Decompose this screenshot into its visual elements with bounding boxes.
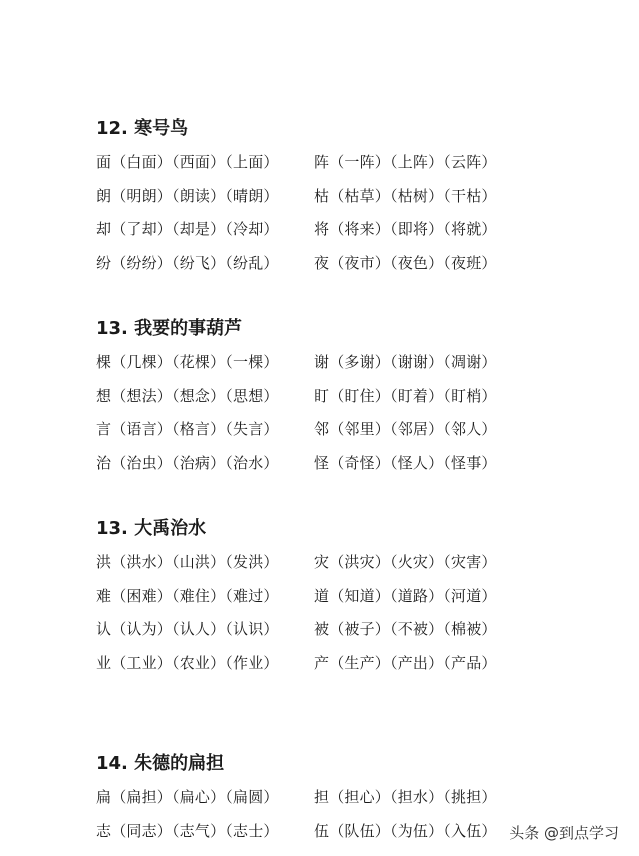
word-list bbox=[96, 351, 616, 485]
word-group: 谢（多谢）（谢谢）（凋谢） bbox=[314, 353, 497, 371]
word-group: 伍（队伍）（为伍）（入伍） bbox=[314, 821, 497, 840]
word-row bbox=[96, 652, 616, 686]
section-title: 12. 寒号鸟 bbox=[96, 118, 189, 139]
word-group: 洪（洪水）（山洪）（发洪） bbox=[96, 553, 279, 571]
word-group: 道（知道）（道路）（河道） bbox=[314, 586, 497, 605]
word-row bbox=[96, 786, 616, 820]
word-row bbox=[96, 151, 616, 185]
word-row bbox=[96, 618, 616, 652]
word-group: 枯（枯草）（枯树）（干枯） bbox=[314, 186, 497, 205]
word-group: 怪（奇怪）（怪人）（怪事） bbox=[314, 453, 497, 472]
word-group: 扁（扁担）（扁心）（扁圆） bbox=[96, 788, 279, 806]
word-row bbox=[96, 585, 616, 619]
word-group: 被（被子）（不被）（棉被） bbox=[314, 620, 497, 638]
word-group: 志（同志）（志气）（志士） bbox=[96, 821, 279, 840]
word-group: 盯（盯住）（盯着）（盯梢） bbox=[314, 386, 497, 405]
word-group: 产（生产）（产出）（产品） bbox=[314, 653, 497, 672]
word-group: 阵（一阵）（上阵）（云阵） bbox=[314, 153, 497, 171]
section-title: 13. 大禹治水 bbox=[96, 518, 207, 539]
section-2 bbox=[96, 317, 616, 485]
section-3 bbox=[96, 517, 616, 685]
section-title: 14. 朱德的扁担 bbox=[96, 753, 225, 774]
word-row bbox=[96, 418, 616, 452]
word-group: 却（了却）（却是）（冷却） bbox=[96, 220, 279, 238]
section-1 bbox=[96, 117, 616, 285]
word-row bbox=[96, 351, 616, 385]
word-group: 棵（几棵）（花棵）（一棵） bbox=[96, 353, 279, 371]
word-group: 朗（明朗）（朗读）（晴朗） bbox=[96, 186, 279, 205]
word-group: 灾（洪灾）（火灾）（灾害） bbox=[314, 553, 497, 571]
word-group: 纷（纷纷）（纷飞）（纷乱） bbox=[96, 253, 279, 272]
word-row bbox=[96, 252, 616, 286]
word-group: 难（困难）（难住）（难过） bbox=[96, 586, 279, 605]
word-row bbox=[96, 452, 616, 486]
word-row bbox=[96, 551, 616, 585]
word-group: 认（认为）（认人）（认识） bbox=[96, 620, 279, 638]
word-group: 治（治虫）（治病）（治水） bbox=[96, 453, 279, 472]
word-group: 业（工业）（农业）（作业） bbox=[96, 653, 279, 672]
word-list bbox=[96, 551, 616, 685]
word-row bbox=[96, 218, 616, 252]
watermark: 头条 @到点学习 bbox=[505, 821, 623, 844]
word-group: 担（担心）（担水）（挑担） bbox=[314, 788, 497, 806]
word-group: 想（想法）（想念）（思想） bbox=[96, 386, 279, 405]
word-row bbox=[96, 185, 616, 219]
word-group: 言（语言）（格言）（失言） bbox=[96, 420, 279, 438]
word-group: 将（将来）（即将）（将就） bbox=[314, 220, 497, 238]
word-group: 邻（邻里）（邻居）（邻人） bbox=[314, 420, 497, 438]
word-group: 夜（夜市）（夜色）（夜班） bbox=[314, 253, 497, 272]
word-list bbox=[96, 151, 616, 285]
word-row bbox=[96, 385, 616, 419]
section-title: 13. 我要的事葫芦 bbox=[96, 318, 243, 339]
word-group: 面（白面）（西面）（上面） bbox=[96, 153, 279, 171]
